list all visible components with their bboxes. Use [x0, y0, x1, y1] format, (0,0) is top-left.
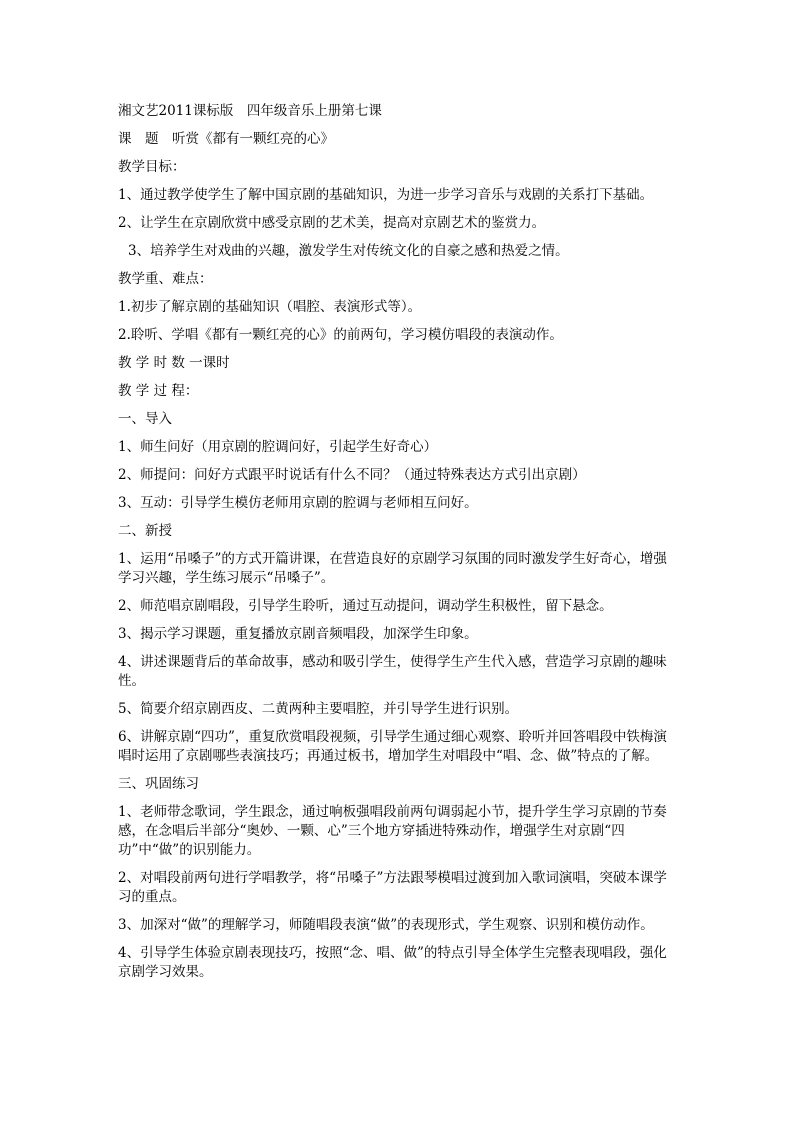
new-teaching-step: 2、师范唱京剧唱段，引导学生聆听，通过互动提问，调动学生积极性，留下悬念。	[118, 598, 613, 614]
lesson-topic: 课 题 听赏《都有一颗红亮的心》	[118, 131, 334, 147]
new-teaching-step: 5、简要介绍京剧西皮、二黄两种主要唱腔，并引导学生进行识别。	[118, 701, 519, 717]
practice-step: 3、加深对“做”的理解学习，师随唱段表演“做”的表现形式，学生观察、识别和模仿动作。	[118, 917, 654, 933]
new-teaching-step: 6、讲解京剧“四功”，重复欣赏唱段视频，引导学生通过细心观察、聆听并回答唱段中铁梅演唱时运用了京剧哪些表演技巧；再通过板书，增加学生对唱段中“唱、念、做”特点的了解。	[118, 729, 667, 764]
objectives-heading: 教学目标：	[118, 159, 186, 175]
section-title-practice: 三、巩固练习	[118, 776, 199, 792]
intro-step: 2、师提问：问好方式跟平时说话有什么不同？（通过特殊表达方式引出京剧）	[118, 467, 586, 483]
new-teaching-step: 3、揭示学习课题，重复播放京剧音频唱段，加深学生印象。	[118, 626, 478, 642]
intro-step: 3、互动：引导学生模仿老师用京剧的腔调与老师相互问好。	[118, 495, 478, 511]
section-title-intro: 一、导入	[118, 411, 172, 427]
document-header: 湘文艺2011课标版 四年级音乐上册第七课	[118, 103, 382, 119]
objective-item: 1、通过教学使学生了解中国京剧的基础知识，为进一步学习音乐与戏剧的关系打下基础。	[118, 187, 654, 203]
lesson-plan-document	[118, 102, 678, 991]
teaching-hours: 教 学 时 数 一课时	[118, 355, 230, 371]
practice-step: 4、引导学生体验京剧表现技巧，按照“念、唱、做”的特点引导全体学生完整表现唱段，强化京剧学习效果。	[118, 945, 667, 980]
key-point-item: 1.初步了解京剧的基础知识（唱腔、表演形式等）。	[118, 299, 422, 315]
practice-step: 1、老师带念歌词，学生跟念，通过响板强唱段前两句调弱起小节，提升学生学习京剧的节奏感，在念唱后半部分“奥妙、一颗、心”三个地方穿插进特殊动作，增强学生对京剧“四功”中“做”的识别能力。	[118, 804, 667, 858]
process-heading: 教 学 过 程：	[118, 383, 199, 399]
section-title-new-teaching: 二、新授	[118, 523, 172, 539]
key-point-item: 2.聆听、学唱《都有一颗红亮的心》的前两句，学习模仿唱段的表演动作。	[118, 327, 563, 343]
new-teaching-step: 4、讲述课题背后的革命故事，感动和吸引学生，使得学生产生代入感，营造学习京剧的趣味性。	[118, 654, 667, 689]
new-teaching-step: 1、运用“吊嗓子”的方式开篇讲课，在营造良好的京剧学习氛围的同时激发学生好奇心，增强学习兴趣，学生练习展示“吊嗓子”。	[118, 551, 667, 586]
objective-item: 3、培养学生对戏曲的兴趣，激发学生对传统文化的自豪之感和热爱之情。	[128, 243, 569, 259]
practice-step: 2、对唱段前两句进行学唱教学，将“吊嗓子”方法跟琴模唱过渡到加入歌词演唱，突破本课学习的重点。	[118, 870, 667, 905]
key-points-heading: 教学重、难点：	[118, 271, 213, 287]
objective-item: 2、让学生在京剧欣赏中感受京剧的艺术美，提高对京剧艺术的鉴赏力。	[118, 215, 546, 231]
intro-step: 1、师生问好（用京剧的腔调问好，引起学生好奇心）	[118, 439, 438, 455]
